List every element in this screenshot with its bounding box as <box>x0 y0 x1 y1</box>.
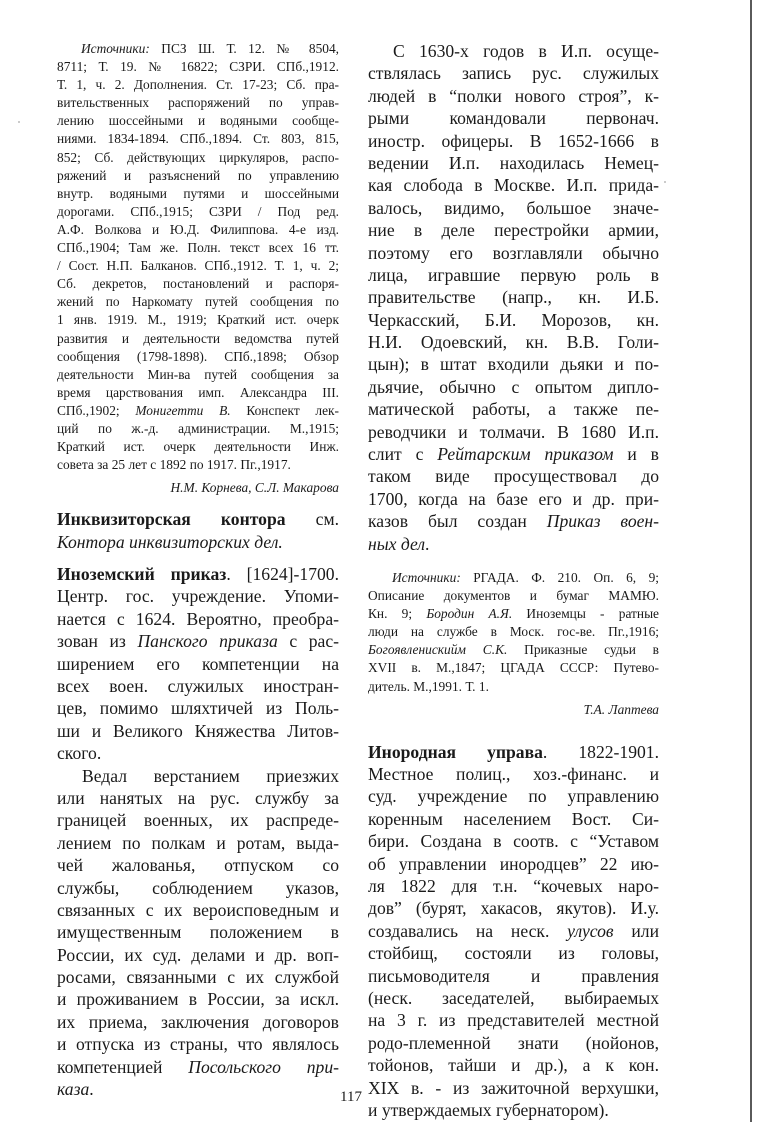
entry-heading-line <box>57 563 339 585</box>
text-line: Кн. 9; Бородин А.Я. Иноземцы - ратные <box>368 606 660 622</box>
text-line: Черкасский, Б.И. Морозов, кн. <box>368 309 659 330</box>
text-line: жений по Наркомату путей сообщения по <box>57 294 339 310</box>
italic-reference: Приказ воен- <box>546 511 660 532</box>
signature-left: Н.М. Корнева, С.Л. Макарова <box>170 480 339 496</box>
text-line: лением по полкам и ротам, выда- <box>57 832 339 853</box>
text-line: компетенцией Посольского при- <box>57 1056 340 1077</box>
text-line: 1 янв. 1919. М., 1919; Краткий ист. очерк <box>57 312 339 328</box>
text-line: рыми командовали первонач. <box>368 108 659 129</box>
see-label: см. <box>315 509 339 530</box>
italic-reference: Бородин А.Я. <box>426 606 513 622</box>
text-line: / Сост. Н.П. Балканов. СПб.,1912. Т. 1, ч. 2; <box>57 258 339 274</box>
sources-block-right <box>368 569 659 696</box>
text-line: сообщения (1798-1898). СПб.,1898; Обзор <box>57 348 339 364</box>
text-line: ширением его компетенции на <box>57 653 339 674</box>
text-line: ряжений и разъяснений по управлению <box>57 167 339 183</box>
signature-right: Т.А. Лаптева <box>583 701 659 717</box>
text-line: Т. 1, ч. 2. Дополнения. Ст. 17-23; Сб. пра- <box>57 77 339 93</box>
text-line: Н.И. Одоевский, кн. В.В. Голи- <box>368 332 659 353</box>
text-line: 852; Сб. действующих циркуляров, распо- <box>57 149 339 165</box>
text-line: слит с Рейтарским приказом и в <box>368 444 659 465</box>
text-line: тойонов, тайши и др.), а к кон. <box>368 1055 659 1076</box>
text-line: ций по ж.-д. администрации. М.,1915; <box>57 420 339 436</box>
italic-reference: Посольского при- <box>188 1056 340 1077</box>
left-column <box>57 40 339 1100</box>
entry-dates: . 1822-1901. <box>542 741 659 762</box>
text-line: иностр. офицеры. В 1652-1666 в <box>368 130 659 151</box>
text-line: дьячие, обычно с опытом дипло- <box>368 376 659 397</box>
text-line: ши и Великого Княжества Литов- <box>57 720 339 741</box>
text-line: развития и деятельности ведомства путей <box>57 330 339 346</box>
text-line: совета за 25 лет с 1892 по 1917. Пг.,1917. <box>57 457 291 473</box>
italic-reference: Рейтарским приказом <box>437 444 614 465</box>
text-line: Источники: ПСЗ Ш. Т. 12. № 8504, <box>81 41 340 56</box>
text-line: каза. <box>57 1079 94 1100</box>
text-line: Центр. гос. учреждение. Упоми- <box>57 586 339 607</box>
text-line: людей в “полки нового строя”, к- <box>368 85 659 106</box>
entry-title: Иноземский приказ <box>57 564 227 585</box>
text-line: поэтому его возглавляли обычно <box>368 242 659 263</box>
text-line: казов был создан Приказ воен- <box>368 511 660 532</box>
scan-speck <box>18 121 20 123</box>
text-line: С 1630-х годов в И.п. осуще- <box>393 41 659 61</box>
text-line: на 3 г. из представителей местной <box>368 1010 659 1031</box>
page-number: 117 <box>340 1089 362 1105</box>
text-line: дитель. М.,1991. Т. 1. <box>368 678 489 694</box>
entry-heading-line <box>368 741 659 763</box>
text-line: Описание документов и бумаг МАМЮ. <box>368 588 659 604</box>
text-line: и утверждаемых губернатором). <box>368 1099 609 1120</box>
text-line: правительстве (напр., кн. И.Б. <box>368 287 659 308</box>
text-line: зован из Панского приказа с рас- <box>57 631 339 652</box>
entry-title: Инквизиторская контора <box>57 509 286 530</box>
text-line: росами, связанными с их службой <box>57 967 339 988</box>
text-line: России, их суд. делами и др. воп- <box>57 944 339 965</box>
italic-reference: Богоявленискийм С.К. <box>368 642 508 658</box>
text-line: имущественным положением в <box>57 922 339 943</box>
sources-label: Источники: <box>81 41 162 56</box>
sources-label: Источники: <box>392 569 474 585</box>
text-line: и отпуска из страны, что являлось <box>57 1034 339 1055</box>
text-line: связанных с их вероисповедным и <box>57 899 339 920</box>
text-line: XVII в. М.,1847; ЦГАДА СССР: Путево- <box>368 660 659 676</box>
text-line: об управлении инородцев” 22 ию- <box>368 853 659 874</box>
text-line: СПб.,1902; Монигетти В. Конспект лек- <box>57 402 339 418</box>
entry-dates: . [1624]-1700. <box>226 564 339 585</box>
text-line: люди на службе в Моск. гос-ве. Пг.,1916; <box>368 624 659 640</box>
text-line: Местное полиц., хоз.-финанс. и <box>368 764 659 785</box>
text-line: родо-племенной знати (нойонов, <box>368 1032 659 1053</box>
text-line: и проживанием в России, за искл. <box>57 989 339 1010</box>
text-line: Ведал верстанием приезжих <box>82 765 339 786</box>
text-line: вительственных распоряжений по управ- <box>57 95 339 111</box>
scan-speck <box>664 181 666 183</box>
text-line: чей жалованья, отпуском со <box>57 855 339 876</box>
entry-inorodnaya <box>368 741 659 1122</box>
italic-reference: Панского приказа <box>137 631 278 652</box>
text-line: (неск. заседателей, выбираемых <box>368 987 659 1008</box>
text-line: 1700, когда на базе его и др. при- <box>368 488 659 509</box>
text-line: их приема, заключения договоров <box>57 1011 339 1032</box>
entry-inkvizitorskaya <box>57 508 339 553</box>
text-line: дов” (бурят, хакасов, якутов). И.у. <box>368 898 659 919</box>
text-line: письмоводителя и правления <box>368 965 659 986</box>
text-line: Сб. декретов, постановлений и распоря- <box>57 276 339 292</box>
text-line: или нанятых на рус. службу за <box>57 787 339 808</box>
italic-reference: каза <box>57 1079 90 1100</box>
entry-title: Инородная управа <box>368 741 543 762</box>
text-line: суд. учреждение по управлению <box>368 786 659 807</box>
cross-reference: Контора инквизиторских дел. <box>57 531 283 552</box>
text-line: ля 1822 для т.н. “кочевых наро- <box>368 875 659 896</box>
italic-reference: улусов <box>567 920 614 941</box>
text-line: матической работы, а также пе- <box>368 399 659 420</box>
text-line: Краткий ист. очерк деятельности Инж. <box>57 439 339 455</box>
text-line: всех воен. служилых иностран- <box>57 675 339 696</box>
text-line: службы, соблюдением указов, <box>57 877 339 898</box>
entry-heading-line <box>57 508 339 530</box>
text-line: ние в деле перестройки армии, <box>368 220 659 241</box>
text-line: цын); в штат входили дьяки и по- <box>368 354 659 375</box>
text-line: нается с 1624. Вероятно, преобра- <box>57 608 339 629</box>
text-line: Источники: РГАДА. Ф. 210. Оп. 6, 9; <box>392 569 660 585</box>
italic-reference: Монигетти В. <box>135 402 231 418</box>
text-line: ных дел. <box>368 533 430 554</box>
text-line: ского. <box>57 743 102 764</box>
text-line: лению шоссейными и водяными сообще- <box>57 113 339 129</box>
entry-inozemsky <box>57 563 339 1100</box>
text-line: время царствования имп. Александра III. <box>57 384 339 400</box>
text-line: таком виде просуществовал до <box>368 466 659 487</box>
scan-edge-line <box>750 0 752 1122</box>
text-line: XIX в. - из зажиточной верхушки, <box>368 1077 659 1098</box>
text-line: реводчики и толмачи. В 1680 И.п. <box>368 421 659 442</box>
paragraph-inozemsky-continued <box>368 40 659 555</box>
text-line: коренным населением Вост. Си- <box>368 808 659 829</box>
italic-reference: ных дел <box>368 533 426 554</box>
text-line: границей военных, их распреде- <box>57 810 339 831</box>
text-line: лица, игравшие первую роль в <box>368 264 659 285</box>
text-line: кая слобода в Москве. И.п. прида- <box>368 175 659 196</box>
right-column <box>368 40 659 1121</box>
text-line: внутр. водяными путями и шоссейными <box>57 185 339 201</box>
text-line: ствлялась запись рус. служилых <box>368 63 659 84</box>
text-line: ниями. 1834-1894. СПб.,1894. Ст. 803, 815, <box>57 131 339 147</box>
text-line: стойбищ, состояли из головы, <box>368 943 659 964</box>
text-line: деятельности Мин-ва путей сообщения за <box>57 366 339 382</box>
text-line: цев, помимо шляхтичей из Поль- <box>57 698 339 719</box>
text-line: бири. Создана в соотв. с “Уставом <box>368 831 659 852</box>
text-line: валось, видимо, большое значе- <box>368 197 659 218</box>
text-line: Богоявленискийм С.К. Приказные судьи в <box>368 642 660 658</box>
text-line: ведении И.п. находилась Немец- <box>368 152 659 173</box>
text-line: 8711; Т. 19. № 16822; СЗРИ. СПб.,1912. <box>57 59 339 75</box>
text-line: А.Ф. Волкова и Ю.Д. Филиппова. 4-е изд. <box>57 221 339 237</box>
sources-block-left <box>57 40 339 474</box>
text-line: СПб.,1904; Там же. Полн. текст всех 16 тт. <box>57 240 339 256</box>
text-line: создавались на неск. улусов или <box>368 920 659 941</box>
text-line: дорогами. СПб.,1915; СЗРИ / Под ред. <box>57 203 339 219</box>
